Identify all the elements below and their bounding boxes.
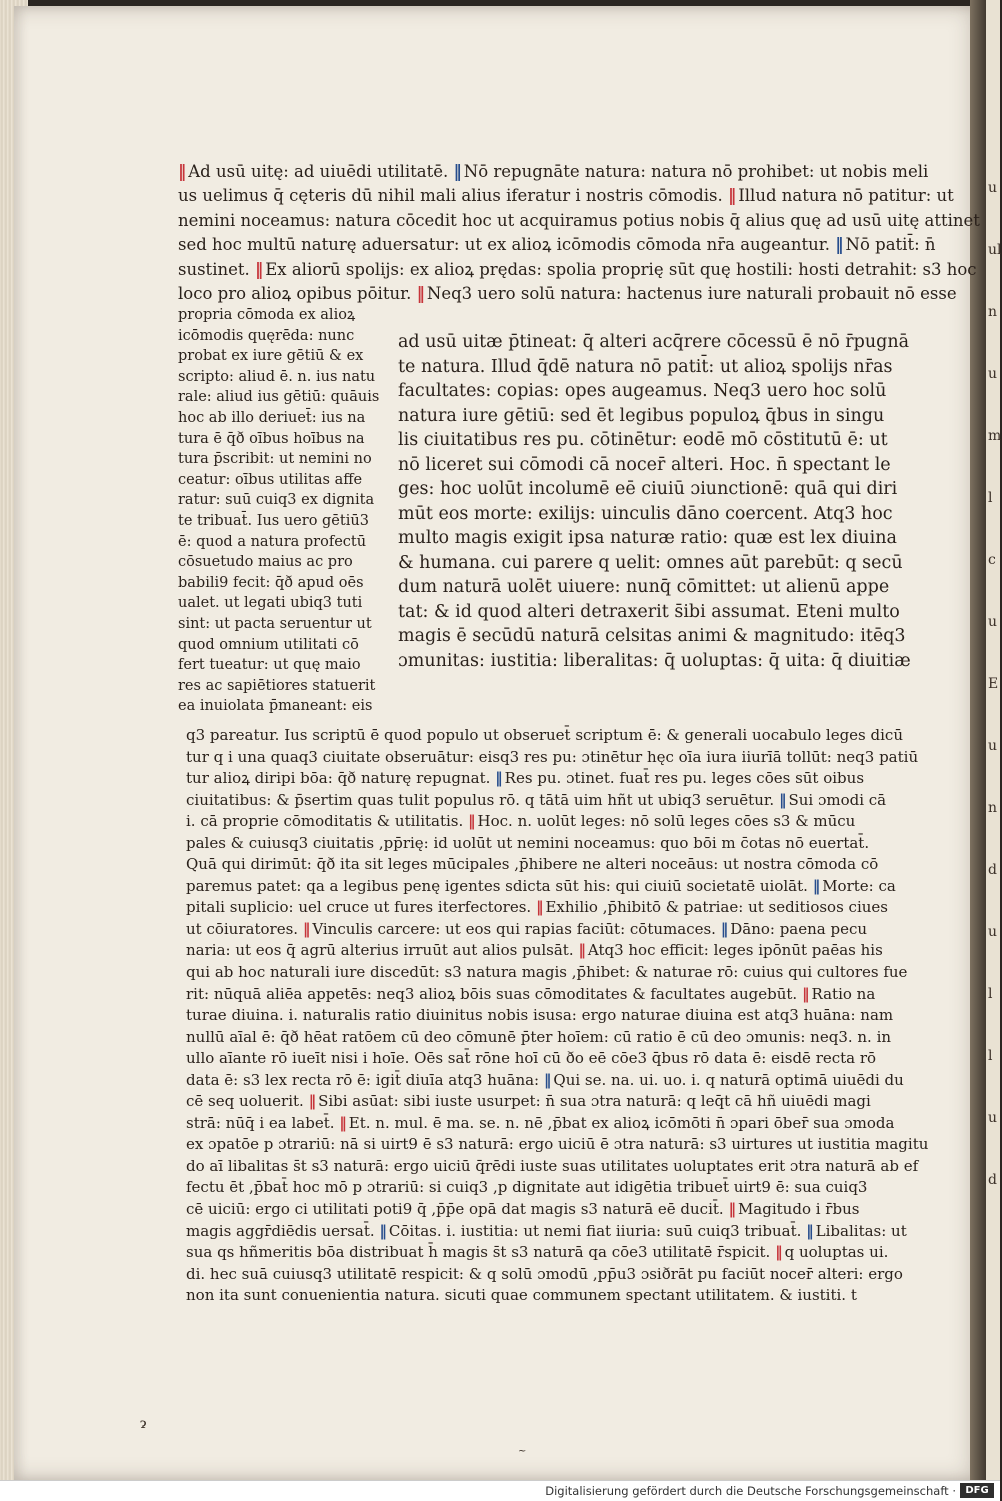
text-line: dum naturā uolēt uiuere: nunq̄ cōmittet: ut alienū appe — [398, 577, 890, 597]
paragraph-mark-red: ‖ — [535, 898, 544, 917]
text-line: ges: hoc uolūt incolumē eē ciuiū ɔiunctionē: quā qui diri — [398, 479, 898, 499]
text-segment: Ad usū uitę: ad uiuēdi utilitatē. — [188, 162, 454, 181]
text-segment: data ē: s3 lex recta rō ē: igit̄ diuīa atq3 huāna: — [186, 1070, 544, 1089]
text-line: ē: quod a natura profectū — [178, 533, 367, 550]
text-line — [186, 1221, 928, 1243]
text-line: multo magis exigit ipsa naturæ ratio: quæ est lex diuina — [398, 528, 897, 548]
text-segment: Magitudo i r̄bus — [737, 1200, 860, 1219]
margin-mark: ~ — [518, 1446, 527, 1457]
facing-page-letter: u — [988, 1110, 998, 1126]
text-line — [178, 258, 980, 282]
facing-page-letter: m — [988, 428, 1002, 444]
text-segment: Nō repugnāte natura: natura nō prohibet: ut nobis meli — [463, 162, 929, 181]
text-line: & humana. cui parere q uelit: omnes aūt parebūt: q secū — [398, 552, 903, 573]
text-line: quod omnium utilitati cō — [178, 636, 359, 653]
text-line — [186, 833, 928, 855]
text-segment: us uelimus q̄ cęteris dū nihil mali alius iferatur i nostris cōmodis. — [178, 186, 729, 206]
facing-page-letter: c — [988, 552, 996, 568]
text-line — [186, 1091, 928, 1113]
text-line: nō liceret sui cōmodi cā nocer̄ alteri. Hoc. n̄ spectant le — [398, 454, 891, 475]
facing-page-letter: u — [988, 180, 998, 196]
text-segment: non ita sunt conuenientia natura. sicuti quae communem spectant utilitatem. & iustiti. t — [186, 1286, 857, 1305]
text-line: cōsuetudo maius ac pro — [178, 554, 353, 571]
text-segment: turae diuina. i. naturalis ratio diuinitus nobis isusa: ergo naturae diuina est atq3 huāna: nam — [186, 1006, 894, 1025]
text-line — [186, 1048, 928, 1070]
text-line: icōmodis quęrēda: nunc — [178, 327, 355, 344]
paragraph-mark-blue: ‖ — [835, 235, 844, 255]
facing-page-letter: l — [988, 490, 993, 506]
text-segment: Sui ɔmodi cā — [788, 790, 887, 809]
text-segment: Vinculis carcere: ut eos qui rapias faciūt: cōtumaces. — [312, 919, 721, 938]
text-segment: Morte: ca — [822, 876, 896, 895]
text-line: fert tueatur: ut quę maio — [178, 657, 361, 674]
text-line — [186, 811, 928, 833]
text-segment: magis aggr̄diēdis uersat̄. — [186, 1221, 380, 1240]
paragraph-mark-red: ‖ — [578, 941, 586, 960]
text-line: rale: aliud ius gētiū: quāuis — [178, 389, 380, 406]
text-segment: q uoluptas ui. — [784, 1243, 889, 1262]
text-segment: ut cōiuratores. — [186, 919, 303, 938]
text-line — [178, 209, 980, 233]
paragraph-mark-blue: ‖ — [812, 876, 821, 895]
commentary-bottom-block — [186, 725, 928, 1307]
text-segment: loco pro alioꝝ opibus pōitur. — [178, 284, 417, 304]
text-line: tura p̄scribit: ut nemini no — [178, 451, 372, 468]
text-line — [186, 1070, 928, 1092]
text-segment: di. hec suā cuiusq3 utilitatē respicit: & q solū ɔmodū ,pp̄u3 ɔsiðrāt pu faciūt nocer̄ alteri: ergo — [186, 1264, 903, 1283]
paragraph-mark-blue: ‖ — [379, 1221, 387, 1240]
text-line — [178, 233, 980, 257]
text-line — [186, 1285, 928, 1307]
paragraph-mark-red: ‖ — [416, 284, 425, 304]
text-line: tat: & id quod alteri detraxerit s̄ibi assumat. Eteni multo — [398, 601, 900, 622]
facing-page-letter: E — [988, 676, 999, 692]
text-line — [186, 854, 928, 876]
paragraph-mark-red: ‖ — [254, 259, 264, 279]
text-line: hoc ab illo deriuet̄: ius na — [178, 409, 366, 426]
text-segment: q3 pareatur. Ius scriptū ē quod populo ut obseruet̄ scriptum ē: & generali uocabulo leges dicū — [186, 726, 903, 744]
footer-bar — [0, 1480, 1000, 1501]
facing-page-letter: ul — [988, 242, 1002, 258]
paragraph-mark-red: ‖ — [728, 186, 737, 206]
text-line: natura iure gētiū: sed ēt legibus populoꝝ q̄bus in singu — [398, 405, 885, 426]
text-line — [178, 282, 980, 306]
facing-page-letter: u — [988, 924, 998, 940]
facing-page-letter: d — [988, 1172, 997, 1188]
text-line — [186, 940, 928, 962]
facing-page-letter: u — [988, 366, 998, 382]
text-segment: strā: nūq̄ i ea labet̄. — [186, 1113, 340, 1132]
paragraph-mark-red: ‖ — [728, 1200, 736, 1219]
text-line — [178, 184, 980, 208]
text-line: ad usū uitæ p̄tineat: q̄ alteri acq̄rere cōcessū ē nō r̄pugnā — [398, 332, 910, 352]
text-segment: sustinet. — [178, 259, 255, 279]
facing-page-letter: n — [988, 304, 998, 320]
text-segment: Ex aliorū spolijs: ex alioꝝ prędas: spolia proprię sūt quę hostili: hosti detrahit: s3 hoc — [265, 259, 977, 279]
text-segment: ciuitatibus: & p̄sertim quas tulit populus rō. q tātā uim hñt ut ubiq3 seruētur. — [186, 790, 779, 809]
text-line: propria cōmoda ex alioꝝ — [178, 307, 356, 323]
text-segment: Exhilio ,p̄hibitō & patriae: ut seditiosos ciues — [545, 898, 888, 917]
text-segment: Res pu. ɔtinet. fuat̄ res pu. leges cōes sūt oibus — [504, 769, 865, 788]
text-line — [186, 1113, 928, 1135]
text-segment: Neq3 uero solū natura: hactenus iure naturali probauit nō esse — [426, 284, 957, 304]
text-line: facultates: copias: opes augeamus. Neq3 uero hoc solū — [398, 381, 887, 401]
text-line: mūt eos morte: exilijs: uinculis dāno coercent. Atq3 hoc — [398, 503, 893, 524]
text-line — [186, 1027, 928, 1049]
text-segment: naria: ut eos q̄ agrū alterius irruūt aut alios pulsāt. — [186, 941, 579, 960]
text-segment: tur q i una quaq3 ciuitate obseruātur: eisq3 res pu: ɔtinētur hęc oīa iura iiurīā tollūt: neq3 patiū — [186, 747, 919, 766]
paragraph-mark-blue: ‖ — [778, 790, 787, 809]
paragraph-mark-red: ‖ — [801, 984, 810, 1003]
text-line: ratur: suū cuiq3 ex dignita — [178, 492, 375, 509]
margin-mark: ɂ — [140, 1416, 147, 1432]
text-line — [186, 747, 928, 769]
text-segment: pales & cuiusq3 ciuitatis ,pp̄rię: id uolūt ut nemini noceamus: quo bōi m c̄otas nō euertat̄. — [186, 833, 870, 852]
paragraph-mark-red: ‖ — [339, 1113, 347, 1132]
dfg-logo: DFG — [960, 1483, 994, 1498]
text-segment: do aī libalitas s̄t s3 naturā: ergo uiciū q̄rēdi iuste suas utilitates uoluptates erit ɔtra naturā ab ef — [186, 1156, 919, 1175]
text-line: te tribuat̄. Ius uero gētiū3 — [178, 512, 369, 529]
text-line — [186, 962, 928, 984]
text-line — [186, 790, 928, 812]
text-segment: cē uiciū: ergo ci utilitati poti9 q̄ ,p̄p̄e opā dat magis s3 naturā eē ducit̄. — [186, 1200, 729, 1219]
text-line: babili9 fecit: q̄ð apud oēs — [178, 574, 364, 591]
text-line: ceatur: oībus utilitas affe — [178, 471, 363, 488]
text-segment: sed hoc multū naturę aduersatur: ut ex alioꝝ icōmodis cōmoda nr̄a augeantur. — [178, 235, 836, 255]
facing-page-letter: u — [988, 738, 998, 754]
text-line — [186, 876, 928, 898]
text-line — [186, 1134, 928, 1156]
text-segment: Libalitas: ut — [815, 1221, 907, 1240]
text-line — [178, 160, 980, 184]
text-segment: Nō patit̄: n̄ — [845, 235, 936, 255]
facing-page-letter: n — [988, 800, 998, 816]
text-segment: cē seq uoluerit. — [186, 1092, 309, 1111]
text-line — [186, 1156, 928, 1178]
text-segment: Quā qui dirimūt: q̄ð ita sit leges mūcipales ,p̄hibere ne alteri noceāus: ut nostra cōmoda cō — [186, 855, 879, 874]
text-line: ɔmunitas: iustitia: liberalitas: q̄ uoluptas: q̄ uita: q̄ diuitiæ — [398, 650, 911, 671]
text-segment: fectu ēt ,p̄bat̄ hoc mō p ɔtrariū: si cuiq3 ,p dignitate aut idigētia tribuet̄ uirt9 ē: sua cuiq3 — [186, 1178, 868, 1197]
paragraph-mark-blue: ‖ — [453, 162, 462, 181]
text-line: ualet. ut legati ubiq3 tuti — [178, 595, 363, 612]
paragraph-mark-red: ‖ — [308, 1092, 317, 1111]
text-segment: nemini noceamus: natura cōcedit hoc ut acquiramus potius nobis q̄ alius quę ad usū uitę attinet — [178, 210, 980, 230]
text-segment: pitali suplicio: uel cruce ut fures iterfectores. — [186, 898, 536, 917]
commentary-left-column — [178, 305, 379, 717]
text-segment: Illud natura nō patitur: ut — [738, 186, 954, 206]
text-line — [186, 725, 928, 747]
facing-page-letter: d — [988, 862, 997, 878]
text-segment: Qui se. na. ui. uo. i. q naturā optimā uiuēdi du — [553, 1070, 904, 1089]
text-line: ea inuiolata p̄maneant: eis — [178, 698, 373, 715]
text-segment: nullū aīal ē: q̄ð hēat ratōem cū deo cōmunē p̄ter hoīem: cū ratio ē cū deo ɔmunis: neq3. n. in — [186, 1027, 892, 1046]
text-segment: rit: nūquā aliēa appetēs: neq3 alioꝝ bōis suas cōmoditates & facultates augebūt. — [186, 984, 802, 1003]
text-segment: Hoc. n. uolūt leges: nō solū leges cōes s3 & mūcu — [477, 812, 856, 831]
facing-page-letter: l — [988, 986, 993, 1002]
text-segment: Sibi asūat: sibi iuste usurpet: n̄ sua ɔtra naturā: q leq̄t cā hñ uiuēdi magi — [318, 1092, 871, 1111]
text-line: sint: ut pacta seruentur ut — [178, 615, 372, 632]
paragraph-mark-blue: ‖ — [806, 1221, 814, 1240]
text-segment: Dāno: paena pecu — [730, 919, 868, 938]
paragraph-mark-blue: ‖ — [543, 1070, 552, 1089]
facing-page-letter: l — [988, 1048, 993, 1064]
text-segment: sua qs hñmeritis bōa distribuat h̄ magis s̄t s3 naturā qa cōe3 utilitatē r̄spicit. — [186, 1243, 776, 1262]
text-line — [186, 1177, 928, 1199]
text-segment: Et. n. mul. ē ma. se. n. nē ,p̄bat ex alioꝝ icōmōti n̄ ɔpari ōber̄ sua ɔmoda — [348, 1113, 895, 1132]
paragraph-mark-red: ‖ — [302, 919, 311, 938]
paragraph-mark-red: ‖ — [468, 812, 476, 831]
text-line: tura ē q̄ð oībus hoībus na — [178, 430, 365, 447]
text-line — [186, 984, 928, 1006]
text-segment: tur alioꝝ diripi bōa: q̄ð naturę repugnat. — [186, 769, 496, 788]
text-segment: i. cā proprie cōmoditatis & utilitatis. — [186, 812, 469, 831]
text-segment: Ratio na — [811, 984, 876, 1003]
text-line — [186, 919, 928, 941]
text-line — [186, 768, 928, 790]
text-segment: qui ab hoc naturali iure discedūt: s3 natura magis ,p̄hibet: & naturae rō: cuius qui cultores fue — [186, 963, 908, 982]
text-segment: paremus patet: qa a legibus penę igentes sdicta sūt his: qui ciuiū societatē uiolāt. — [186, 876, 813, 895]
text-line — [186, 1199, 928, 1221]
text-segment: Cōitas. i. iustitia: ut nemi fiat iiuria: suū cuiq3 tribuat̄. — [388, 1221, 807, 1240]
main-text-block — [398, 330, 911, 673]
text-segment: ex ɔpatōe p ɔtrariū: nā si uirt9 ē s3 naturā: ergo uiciū ē ɔtra naturā: s3 uirtures ut iustitia magitu — [186, 1135, 929, 1154]
text-line — [186, 1242, 928, 1264]
text-line: scripto: aliud ē. n. ius natu — [178, 368, 376, 385]
text-line: res ac sapiētiores statuerit — [178, 677, 376, 694]
text-line: lis ciuitatibus res pu. cōtinētur: eodē mō cōstitutū ē: ut — [398, 430, 888, 450]
paragraph-mark-red: ‖ — [775, 1243, 783, 1262]
paragraph-mark-blue: ‖ — [720, 919, 729, 938]
footer-credit: Digitalisierung gefördert durch die Deutsche Forschungsgemeinschaft · — [545, 1484, 956, 1498]
text-segment: ullo aīante rō iueīt nisi i hoīe. Oēs sat̄ rōne hoī cū ðo eē cōe3 q̄bus rō data ē: eisdē recta rō — [186, 1049, 877, 1068]
text-line: te natura. Illud q̄dē natura nō patit̄: ut alioꝝ spolijs nr̄as — [398, 356, 893, 377]
text-line — [186, 1005, 928, 1027]
text-segment: Atq3 hoc efficit: leges ipōnūt paēas his — [587, 941, 883, 960]
text-line: probat ex iure gētiū & ex — [178, 348, 364, 365]
text-line: magis ē secūdū naturā celsitas animi & magnitudo: itēq3 — [398, 626, 906, 646]
paragraph-mark-blue: ‖ — [495, 769, 503, 788]
paragraph-mark-red: ‖ — [178, 162, 187, 181]
text-line — [186, 897, 928, 919]
facing-page-letter: u — [988, 614, 998, 630]
text-line — [186, 1264, 928, 1286]
commentary-top-block — [178, 160, 980, 306]
